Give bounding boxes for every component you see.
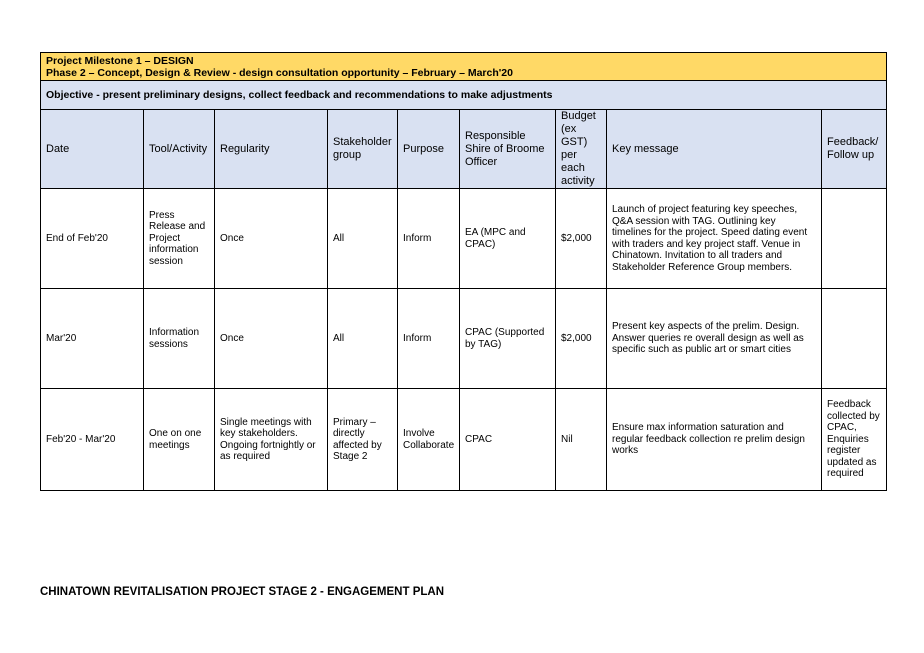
purpose-cell: Involve Collaborate bbox=[398, 389, 460, 491]
column-header: Feedback/ Follow up bbox=[822, 110, 887, 189]
feedback-cell bbox=[822, 289, 887, 389]
feedback-cell bbox=[822, 189, 887, 289]
date-cell: End of Feb'20 bbox=[41, 189, 144, 289]
table-row bbox=[41, 289, 887, 389]
table-row bbox=[41, 189, 887, 289]
column-header-row bbox=[41, 110, 887, 189]
column-header: Key message bbox=[607, 110, 822, 189]
milestone-title: Project Milestone 1 – DESIGN bbox=[46, 55, 194, 67]
engagement-table bbox=[40, 52, 887, 491]
document-footer: CHINATOWN REVITALISATION PROJECT STAGE 2 - ENGAGEMENT PLAN bbox=[40, 586, 445, 598]
stakeholder-cell: All bbox=[328, 189, 398, 289]
message-cell: Launch of project featuring key speeches, Q&A session with TAG. Outlining key timelines for the project. Speed dating event with traders and key project staff. Venue in Chinatown. Invitation to all traders and Stakeholder Reference Group members. bbox=[607, 189, 822, 289]
budget-cell: Nil bbox=[556, 389, 607, 491]
feedback-cell: Feedback collected by CPAC, Enquiries register updated as required bbox=[822, 389, 887, 491]
purpose-cell: Inform bbox=[398, 189, 460, 289]
date-cell: Mar'20 bbox=[41, 289, 144, 389]
column-header: Responsible Shire of Broome Officer bbox=[460, 110, 556, 189]
message-cell: Present key aspects of the prelim. Design. Answer queries re overall design as well as specific such as public art or smart cities bbox=[607, 289, 822, 389]
regularity-cell: Once bbox=[215, 189, 328, 289]
budget-cell: $2,000 bbox=[556, 289, 607, 389]
officer-cell: CPAC (Supported by TAG) bbox=[460, 289, 556, 389]
tool-cell: Press Release and Project information session bbox=[144, 189, 215, 289]
regularity-cell: Once bbox=[215, 289, 328, 389]
purpose-cell: Inform bbox=[398, 289, 460, 389]
objective-row: Objective - present preliminary designs, collect feedback and recommendations to make adjustments bbox=[41, 81, 887, 110]
message-cell: Ensure max information saturation and regular feedback collection re prelim design works bbox=[607, 389, 822, 491]
milestone-header bbox=[41, 53, 887, 81]
column-header: Purpose bbox=[398, 110, 460, 189]
officer-cell: CPAC bbox=[460, 389, 556, 491]
budget-cell: $2,000 bbox=[556, 189, 607, 289]
tool-cell: Information sessions bbox=[144, 289, 215, 389]
stakeholder-cell: All bbox=[328, 289, 398, 389]
officer-cell: EA (MPC and CPAC) bbox=[460, 189, 556, 289]
phase-title: Phase 2 – Concept, Design & Review - design consultation opportunity – February – March'20 bbox=[46, 67, 513, 79]
column-header: Regularity bbox=[215, 110, 328, 189]
stakeholder-cell: Primary – directly affected by Stage 2 bbox=[328, 389, 398, 491]
table-row bbox=[41, 389, 887, 491]
tool-cell: One on one meetings bbox=[144, 389, 215, 491]
column-header: Budget (ex GST) per each activity bbox=[556, 110, 607, 189]
column-header: Stakeholder group bbox=[328, 110, 398, 189]
regularity-cell: Single meetings with key stakeholders. Ongoing fortnightly or as required bbox=[215, 389, 328, 491]
date-cell: Feb'20 - Mar'20 bbox=[41, 389, 144, 491]
column-header: Tool/Activity bbox=[144, 110, 215, 189]
column-header: Date bbox=[41, 110, 144, 189]
